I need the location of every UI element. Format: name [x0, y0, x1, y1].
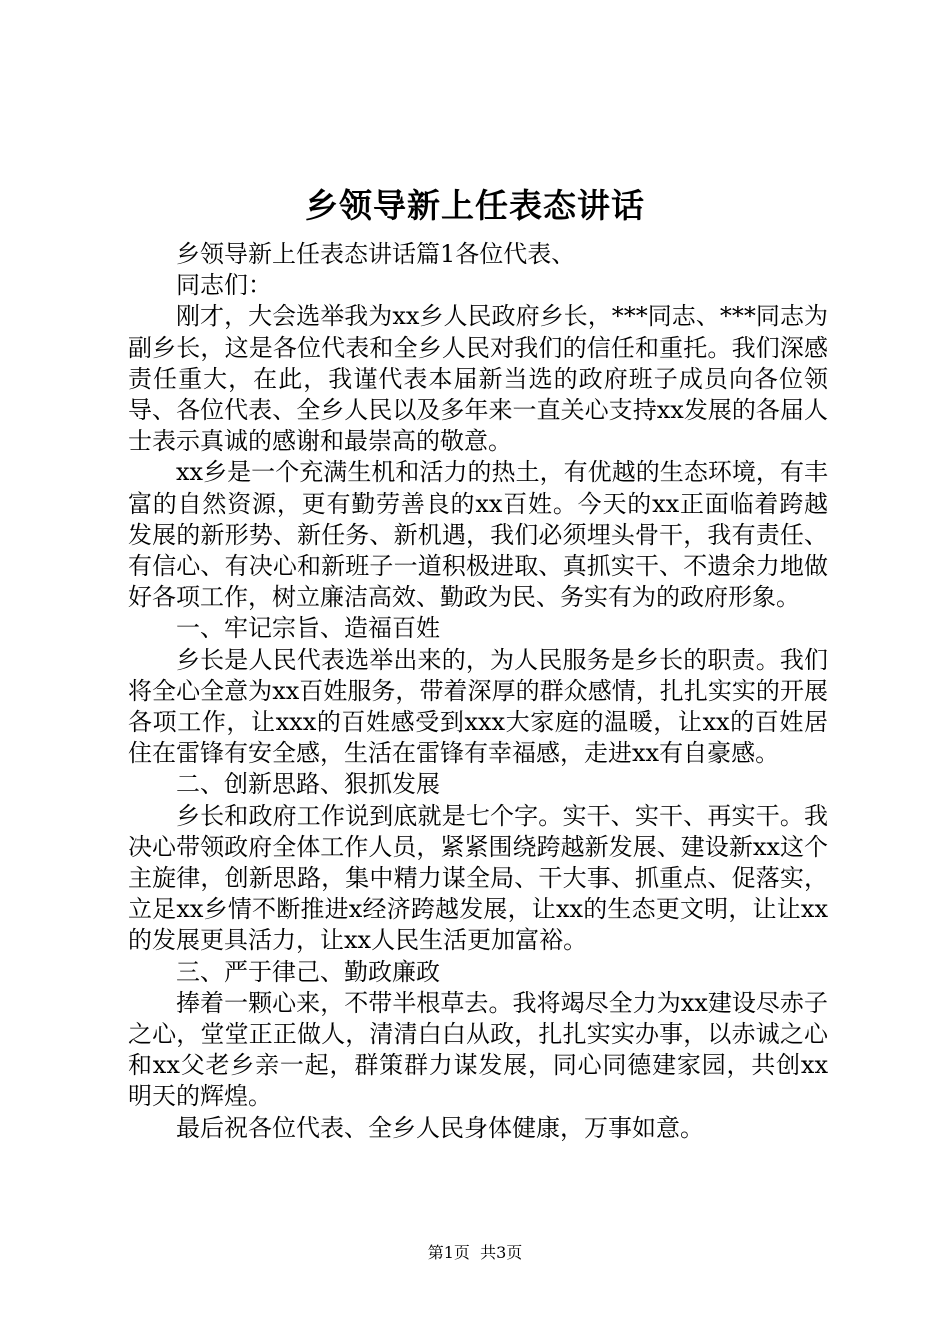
document-body	[128, 239, 828, 1144]
paragraph: 捧着一颗心来，不带半根草去。我将竭尽全力为xx建设尽赤子之心，堂堂正正做人，清清白白从政，扎扎实实办事，以赤诚之心和xx父老乡亲一起，群策群力谋发展，同心同德建家园，共创xx明天的辉煌。	[128, 988, 828, 1111]
page-footer	[0, 1243, 950, 1263]
section-heading: 一、牢记宗旨、造福百姓	[176, 614, 440, 643]
page-total: 共3页	[480, 1243, 523, 1262]
paragraph: 刚才，大会选举我为xx乡人民政府乡长，***同志、***同志为副乡长，这是各位代表和全乡人民对我们的信任和重托。我们深感责任重大，在此，我谨代表本届新当选的政府班子成员向各位领导、各位代表、全乡人民以及多年来一直关心支持xx发展的各届人士表示真诚的感谢和最崇高的敬意。	[128, 302, 828, 456]
paragraph: 乡长是人民代表选举出来的，为人民服务是乡长的职责。我们将全心全意为xx百姓服务，带着深厚的群众感情，扎扎实实的开展各项工作，让xxx的百姓感受到xxx大家庭的温暖，让xx的百姓居住在雷锋有安全感，生活在雷锋有幸福感，走进xx有自豪感。	[128, 645, 828, 768]
paragraph: 最后祝各位代表、全乡人民身体健康，万事如意。	[176, 1113, 704, 1142]
paragraph: 乡长和政府工作说到底就是七个字。实干、实干、再实干。我决心带领政府全体工作人员，紧紧围绕跨越新发展、建设新xx这个主旋律，创新思路，集中精力谋全局、干大事、抓重点、促落实，立足xx乡情不断推进x经济跨越发展，让xx的生态更文明，让让xx的发展更具活力，让xx人民生活更加富裕。	[128, 801, 828, 955]
paragraph: 乡领导新上任表态讲话篇1各位代表、	[176, 240, 576, 268]
paragraph: 同志们：	[176, 271, 272, 300]
section-heading: 二、创新思路、狠抓发展	[176, 770, 440, 799]
page-number: 第1页	[427, 1243, 470, 1262]
section-heading: 三、严于律己、勤政廉政	[176, 957, 440, 986]
document-title: 乡领导新上任表态讲话	[305, 186, 645, 225]
paragraph: xx乡是一个充满生机和活力的热土，有优越的生态环境，有丰富的自然资源，更有勤劳善良的xx百姓。今天的xx正面临着跨越发展的新形势、新任务、新机遇，我们必须埋头骨干，我有责任、有信心、有决心和新班子一道积极进取、真抓实干、不遗余力地做好各项工作，树立廉洁高效、勤政为民、务实有为的政府形象。	[128, 458, 828, 612]
